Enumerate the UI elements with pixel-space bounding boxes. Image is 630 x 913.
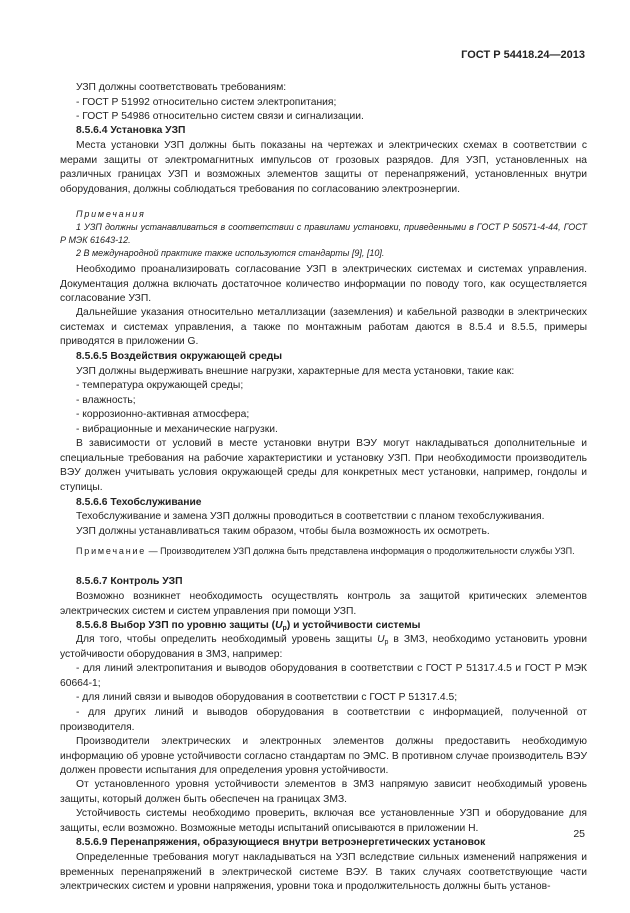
notes-label: Примечания <box>76 209 146 219</box>
page-number: 25 <box>573 828 585 840</box>
paragraph: В зависимости от условий в месте установки внутри ВЭУ могут накладываться дополнительные и специальные требования на рабочие характеристики и установку УЗП. При необходимости производитель ВЭУ должен учитывать условия окружающей среды для конкретных мест установки, например, гондолы и ступицы. <box>60 438 587 493</box>
maintenance-note <box>60 545 587 558</box>
note-item: 2 В международной практике также используются стандарты [9], [10]. <box>76 248 385 258</box>
note-label: Примечание <box>76 546 147 556</box>
paragraph: Дальнейшие указания относительно металлизации (заземления) и кабельной разводки в электрических системах и системах управления, а также по монтажным работам даются в 8.5.4 и 8.5.5, примеры приводятся в приложении G. <box>60 307 587 347</box>
paragraph: Устойчивость системы необходимо проверить, включая все установленные УЗП и оборудование для защиты, если возможно. Возможные методы испытаний описываются в приложении H. <box>60 808 587 834</box>
requirements-intro: УЗП должны соответствовать требованиям: <box>76 82 287 93</box>
paragraph: Места установки УЗП должны быть показаны на чертежах и электрических схемах в соответствии с мерами защиты от электромагнитных импульсов от грозовых разрядов. Для УЗП, установленных на различных границах УЗП и возможных элементов защиты от перенапряжений, установленных внутри оборудования, должны соблюдаться требования по согласованию электроэнергии. <box>60 140 587 195</box>
section-heading-8-5-6-4: 8.5.6.4 Установка УЗП <box>76 125 186 136</box>
list-item: - температура окружающей среды; <box>76 380 244 391</box>
note-text: — Производителем УЗП должна быть представлена информация о продолжительности службы УЗП. <box>146 546 575 556</box>
list-item: - для линий электропитания и выводов оборудования в соответствии с ГОСТ Р 51317.4.5 и ГОСТ Р МЭК 60664-1; <box>60 663 587 689</box>
section-heading-8-5-6-7: 8.5.6.7 Контроль УЗП <box>76 576 183 587</box>
section-heading-8-5-6-9: 8.5.6.9 Перенапряжения, образующиеся внутри ветроэнергетических установок <box>76 837 486 848</box>
requirement-item: - ГОСТ Р 51992 относительно систем электропитания; <box>76 96 337 108</box>
paragraph: Необходимо проанализировать согласование УЗП в электрических системах и системах управления. Документация должна включать достаточное количество информации по поводу того, как осуществляется согласование УЗП. <box>60 264 587 304</box>
paragraph: УЗП должны устанавливаться таким образом, чтобы была возможность их осмотреть. <box>76 526 490 537</box>
list-item: - влажность; <box>76 395 136 406</box>
paragraph: Возможно возникнет необходимость осуществлять контроль за защитой критических элементов электрических систем и систем управления при помощи УЗП. <box>60 591 587 617</box>
paragraph: Определенные требования могут накладываться на УЗП вследствие сильных изменений напряжения и временных перенапряжений в электрической системе ВЭУ. В таких случаях соответствующие части электрических систем и уровни напряжения, уровни тока и продолжительность должны быть установ- <box>60 852 587 892</box>
paragraph: УЗП должны выдерживать внешние нагрузки, характерные для места установки, такие как: <box>76 366 515 377</box>
paragraph: Производители электрических и электронных элементов должны предоставить необходимую информацию об уровне устойчивости согласно стандартам по ЭМС. В противном случае производитель ВЭУ должен провести испытания для определения уровня устойчивости. <box>60 736 587 776</box>
section-heading-8-5-6-8: 8.5.6.8 Выбор УЗП по уровню защиты $(U_p)$ и устойчивости системы <box>76 620 421 632</box>
paragraph: Для того, чтобы определить необходимый уровень защиты $U_p$ в ЗМЗ, необходимо установить уровни устойчивости оборудования в ЗМЗ, например: <box>60 634 587 660</box>
document-header: ГОСТ Р 54418.24—2013 <box>461 49 585 61</box>
paragraph: Техобслуживание и замена УЗП должны проводиться в соответствии с планом техобслуживания. <box>76 511 545 522</box>
note-item: 1 УЗП должны устанавливаться в соответствии с правилами установки, приведенными в ГОСТ Р 50571-4-44, ГОСТ Р МЭК 61643-12. <box>60 222 587 245</box>
list-item: - для линий связи и выводов оборудования в соответствии с ГОСТ Р 51317.4.5; <box>76 692 458 703</box>
section-heading-8-5-6-6: 8.5.6.6 Техобслуживание <box>76 497 202 508</box>
paragraph: От установленного уровня устойчивости элементов в ЗМЗ напрямую зависит необходимый уровень защиты, который должен быть обеспечен на границах ЗМЗ. <box>60 779 587 805</box>
requirement-item: - ГОСТ Р 54986 относительно систем связи и сигнализации. <box>76 111 364 122</box>
list-item: - вибрационные и механические нагрузки. <box>76 424 278 435</box>
list-item: - коррозионно-активная атмосфера; <box>76 409 250 420</box>
list-item: - для других линий и выводов оборудования в соответствии с информацией, полученной от производителя. <box>60 707 587 733</box>
section-heading-8-5-6-5: 8.5.6.5 Воздействия окружающей среды <box>76 351 283 362</box>
